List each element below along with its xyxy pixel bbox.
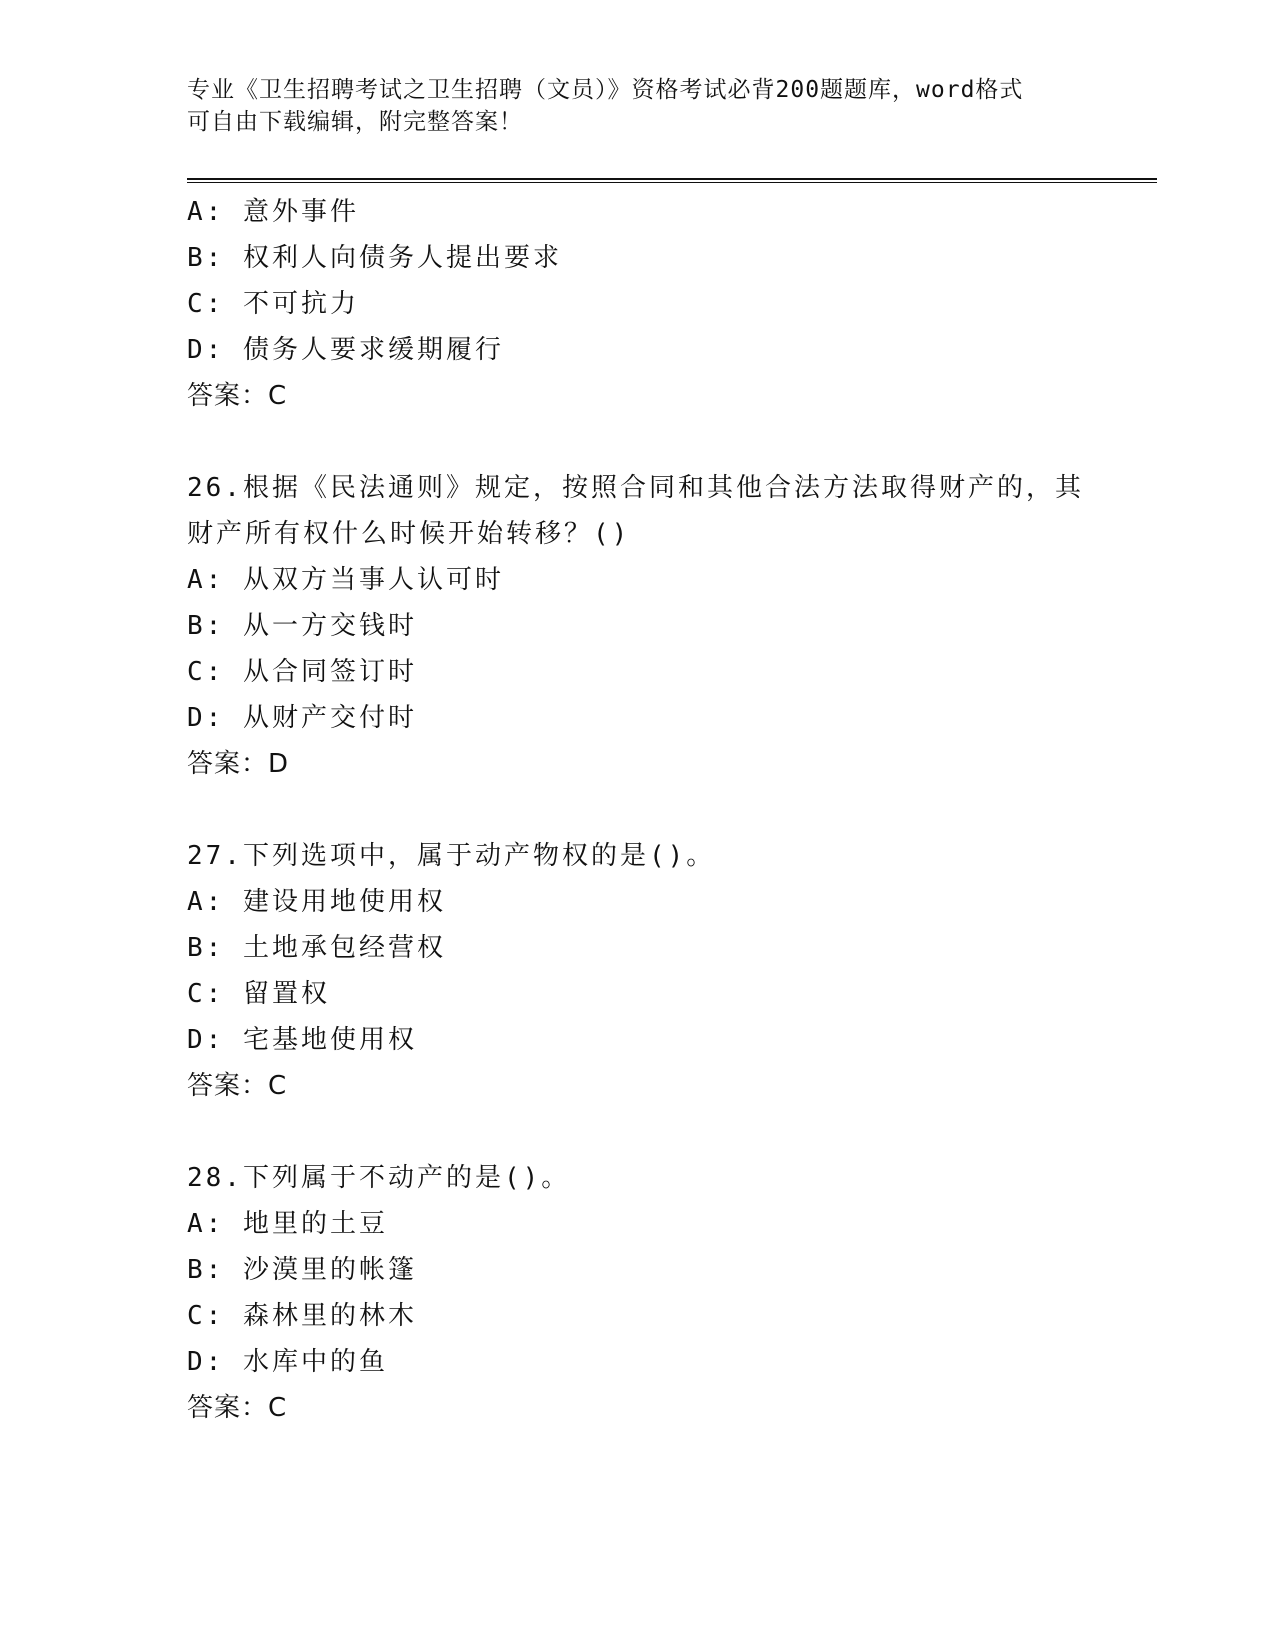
document-header [187, 74, 1087, 138]
option-d: D: 宅基地使用权 [187, 1025, 417, 1055]
block-spacer [187, 787, 1157, 833]
option-a: A: 地里的土豆 [187, 1209, 388, 1239]
answer-line: 答案：D [187, 749, 290, 779]
question-block-25 [187, 189, 1157, 419]
answer-line: 答案：C [187, 381, 288, 411]
question-list [187, 189, 1157, 1431]
divider-thin-line [187, 182, 1157, 183]
option-a: A: 意外事件 [187, 197, 359, 227]
option-b: B: 沙漠里的帐篷 [187, 1255, 417, 1285]
divider-thick-line [187, 178, 1157, 180]
option-b: B: 土地承包经营权 [187, 933, 446, 963]
header-divider [187, 178, 1157, 183]
question-text-line-1: 27.下列选项中，属于动产物权的是()。 [187, 841, 716, 871]
document-page [187, 0, 1157, 1650]
option-a: A: 从双方当事人认可时 [187, 565, 504, 595]
question-text-line-1: 28.下列属于不动产的是()。 [187, 1163, 571, 1193]
block-spacer [187, 1109, 1157, 1155]
question-block-26 [187, 465, 1157, 787]
option-d: D: 从财产交付时 [187, 703, 417, 733]
question-text-line-2: 财产所有权什么时候开始转移？() [187, 519, 631, 549]
option-d: D: 水库中的鱼 [187, 1347, 388, 1377]
option-c: C: 留置权 [187, 979, 330, 1009]
header-line-1: 专业《卫生招聘考试之卫生招聘（文员）》资格考试必背200题题库，word格式 [187, 77, 1024, 103]
block-spacer [187, 419, 1157, 465]
answer-line: 答案：C [187, 1071, 288, 1101]
option-b: B: 从一方交钱时 [187, 611, 417, 641]
option-a: A: 建设用地使用权 [187, 887, 446, 917]
option-b: B: 权利人向债务人提出要求 [187, 243, 562, 273]
question-block-28 [187, 1155, 1157, 1431]
option-c: C: 森林里的林木 [187, 1301, 417, 1331]
answer-line: 答案：C [187, 1393, 288, 1423]
option-c: C: 从合同签订时 [187, 657, 417, 687]
question-block-27 [187, 833, 1157, 1109]
option-c: C: 不可抗力 [187, 289, 359, 319]
header-line-2: 可自由下载编辑，附完整答案！ [187, 109, 523, 135]
option-d: D: 债务人要求缓期履行 [187, 335, 504, 365]
question-text-line-1: 26.根据《民法通则》规定，按照合同和其他合法方法取得财产的，其 [187, 473, 1084, 503]
